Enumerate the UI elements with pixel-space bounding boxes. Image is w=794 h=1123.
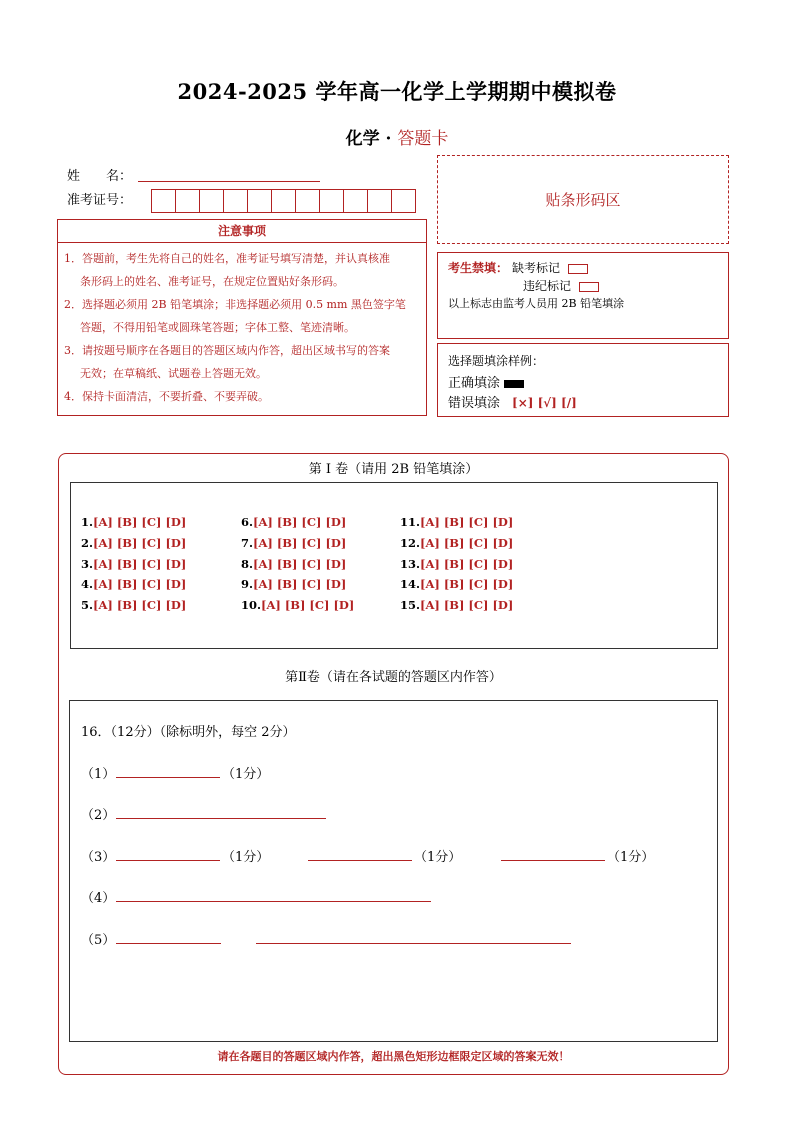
mc-area (70, 482, 718, 649)
id-digit-box[interactable] (247, 189, 272, 213)
page-subtitle (0, 124, 794, 149)
q16-sub2-label: （2） (81, 808, 116, 823)
notice-item: 3．请按题号顺序在各题目的答题区域内作答，超出区域书写的答案 (64, 344, 390, 357)
page-title: 2024-2025 学年高一化学上学期期中模拟卷 (177, 79, 617, 104)
name-field[interactable] (138, 180, 320, 182)
point-note: （1分） (414, 850, 462, 865)
answer-blank[interactable] (501, 860, 605, 861)
id-digit-box[interactable] (175, 189, 200, 213)
point-note: （1分） (222, 767, 270, 782)
notice-item-cont: 答题，不得用铅笔或圆珠笔答题；字体工整、笔迹清晰。 (80, 321, 355, 334)
mc-question[interactable]: 3.[A] [B] [C] [D] (81, 557, 187, 571)
absent-mark[interactable] (568, 264, 588, 274)
violation-label: 违纪标记 (523, 279, 572, 293)
part2-title: 第Ⅱ卷（请在各试题的答题区内作答） (285, 670, 502, 685)
sample-heading: 选择题填涂样例： (448, 354, 545, 368)
q16-sub1-label: （1） (81, 767, 116, 782)
point-note: （1分） (607, 850, 655, 865)
mc-question[interactable]: 13.[A] [B] [C] [D] (400, 557, 514, 571)
id-digit-box[interactable] (295, 189, 320, 213)
mc-question[interactable]: 2.[A] [B] [C] [D] (81, 536, 187, 550)
id-digit-box[interactable] (151, 189, 176, 213)
mc-question[interactable]: 4.[A] [B] [C] [D] (81, 577, 187, 591)
correct-label: 正确填涂 (448, 376, 501, 391)
answer-blank[interactable] (308, 860, 412, 861)
exam-id-boxes[interactable] (151, 189, 415, 213)
mc-question[interactable]: 6.[A] [B] [C] [D] (241, 515, 347, 529)
id-digit-box[interactable] (391, 189, 416, 213)
forbid-label: 考生禁填： (448, 261, 509, 275)
forbid-note: 以上标志由监考人员用 2B 铅笔填涂 (448, 297, 625, 310)
mc-question[interactable]: 10.[A] [B] [C] [D] (241, 598, 355, 612)
mc-question[interactable]: 8.[A] [B] [C] [D] (241, 557, 347, 571)
wrong-marks: [×] [√] [/] (512, 396, 577, 410)
mc-question[interactable]: 1.[A] [B] [C] [D] (81, 515, 187, 529)
mc-question[interactable]: 15.[A] [B] [C] [D] (400, 598, 514, 612)
notice-item: 1．答题前，考生先将自己的姓名，准考证号填写清楚，并认真核准 (64, 252, 390, 265)
notice-item: 2．选择题必须用 2B 铅笔填涂；非选择题必须用 0.5 mm 黑色签字笔 (64, 298, 406, 311)
forbid-box (437, 252, 729, 339)
point-note: （1分） (222, 850, 270, 865)
id-digit-box[interactable] (343, 189, 368, 213)
mc-question[interactable]: 9.[A] [B] [C] [D] (241, 577, 347, 591)
name-label: 姓 名： (67, 169, 133, 184)
id-digit-box[interactable] (367, 189, 392, 213)
subtitle-card: 答题卡 (397, 129, 449, 149)
footer-warning: 请在各题目的答题区域内作答，超出黑色矩形边框限定区域的答案无效！ (217, 1050, 570, 1063)
q16-sub4-label: （4） (81, 891, 116, 906)
notice-item-cont: 条形码上的姓名、准考证号，在规定位置贴好条形码。 (80, 275, 344, 288)
absent-label: 缺考标记 (512, 261, 561, 275)
subtitle-subject: 化学 · (345, 129, 398, 149)
q16-answer-area (69, 700, 718, 1042)
q16-sub5-label: （5） (81, 933, 116, 948)
notice-item-cont: 无效；在草稿纸、试题卷上答题无效。 (80, 367, 267, 380)
id-digit-box[interactable] (223, 189, 248, 213)
barcode-area (437, 155, 729, 244)
notice-body (57, 243, 427, 416)
mc-question[interactable]: 11.[A] [B] [C] [D] (400, 515, 514, 529)
correct-fill-sample (504, 380, 524, 388)
mc-question[interactable]: 14.[A] [B] [C] [D] (400, 577, 514, 591)
answer-blank[interactable] (116, 901, 431, 902)
answer-blank[interactable] (256, 943, 571, 944)
barcode-label: 贴条形码区 (545, 191, 621, 209)
exam-id-label: 准考证号： (67, 193, 133, 208)
id-digit-box[interactable] (271, 189, 296, 213)
mc-question[interactable]: 7.[A] [B] [C] [D] (241, 536, 347, 550)
sample-box (437, 343, 729, 417)
notice-item: 4．保持卡面清洁，不要折叠、不要弄破。 (64, 390, 269, 403)
notice-heading: 注意事项 (57, 219, 427, 243)
id-digit-box[interactable] (319, 189, 344, 213)
id-digit-box[interactable] (199, 189, 224, 213)
answer-blank[interactable] (116, 777, 220, 778)
answer-blank[interactable] (116, 943, 221, 944)
part1-title: 第 I 卷（请用 2B 铅笔填涂） (308, 462, 479, 477)
answer-blank[interactable] (116, 818, 326, 819)
q16-heading: 16．（12分）（除标明外，每空 2分） (81, 725, 296, 740)
wrong-label: 错误填涂 (448, 396, 501, 411)
mc-question[interactable]: 5.[A] [B] [C] [D] (81, 598, 187, 612)
answer-blank[interactable] (116, 860, 220, 861)
violation-mark[interactable] (579, 282, 599, 292)
q16-sub3-label: （3） (81, 850, 116, 865)
mc-question[interactable]: 12.[A] [B] [C] [D] (400, 536, 514, 550)
